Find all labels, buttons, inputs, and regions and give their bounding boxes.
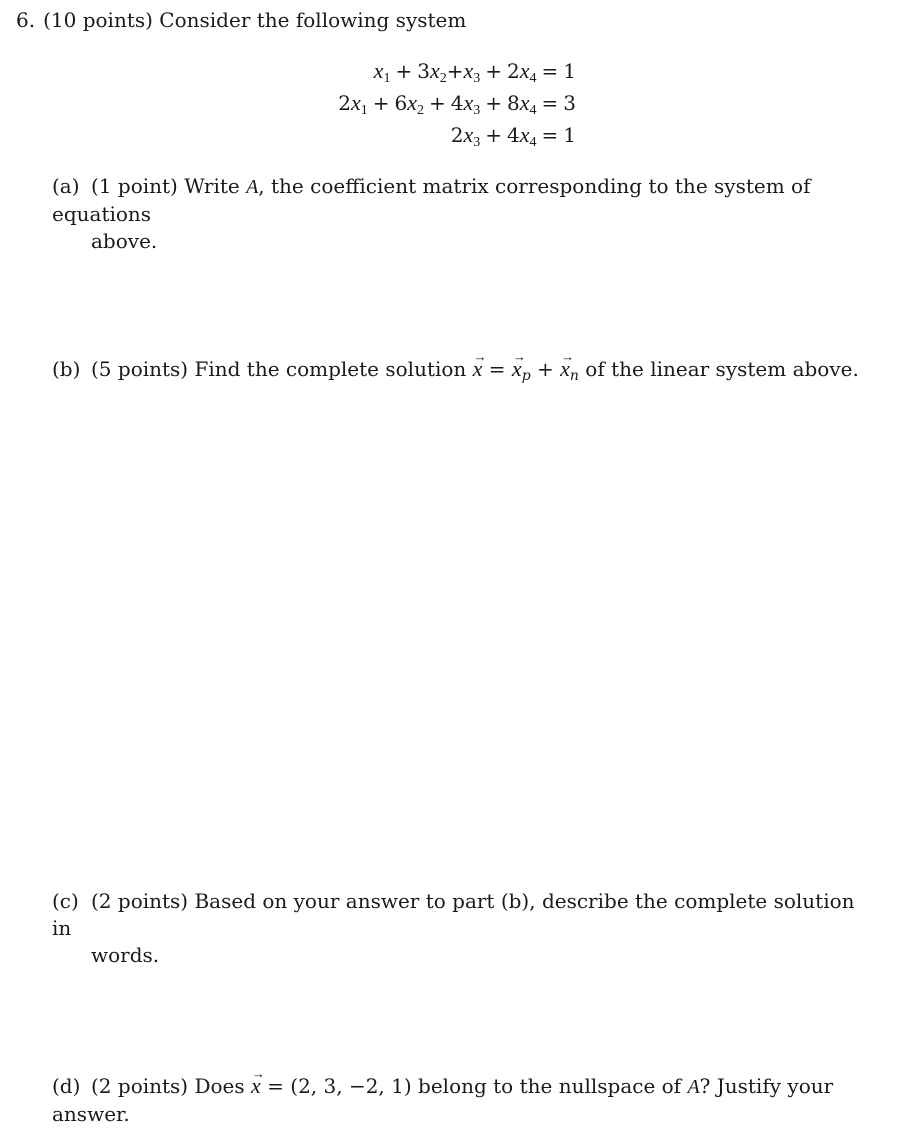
part-b-formula: → x = → $x_p$ + → $x_n$: [473, 357, 579, 381]
part-c-points: (2 points): [91, 889, 189, 913]
part-d-symbol: A: [687, 1076, 700, 1098]
part-a-symbol: A: [246, 176, 259, 198]
part-a-label: (a): [52, 174, 80, 198]
question-number: 6.: [16, 8, 36, 32]
part-d-text-middle: belong to the nullspace of: [418, 1074, 682, 1098]
part-b-text-before: Find the complete solution: [194, 357, 467, 381]
part-d-text-after: ? Justify your answer.: [52, 1074, 834, 1126]
part-a-text-line2: above.: [91, 229, 158, 253]
part-b-label: (b): [52, 357, 81, 381]
part-d-label: (d): [52, 1074, 81, 1098]
part-c-label: (c): [52, 889, 79, 913]
question-points: (10 points): [43, 8, 153, 32]
part-a-text-before: Write: [184, 174, 240, 198]
part-b-points: (5 points): [91, 357, 189, 381]
equation-3: $2x_3 + 4x_4 = 1$: [450, 122, 576, 150]
part-a: [52, 173, 872, 255]
part-a-points: (1 point): [91, 174, 178, 198]
question-prompt: Consider the following system: [159, 8, 467, 32]
equation-2: $2x_1 + 6x_2 + 4x_3 + 8x_4 = 3$: [338, 90, 576, 118]
question-header: [16, 8, 466, 32]
part-d-points: (2 points): [91, 1074, 189, 1098]
part-c: [52, 888, 872, 969]
part-d-vector-symbol: → x: [251, 1072, 261, 1099]
part-a-text-after: , the coefficient matrix corresponding to the system of equations: [52, 174, 811, 226]
part-d-vector-value: (2, 3, −2, 1): [290, 1074, 412, 1098]
part-b-text-after: of the linear system above.: [585, 357, 859, 381]
part-d: (d) (2 points) Does → x = (2, 3, −2, 1) belong to the nullspace of A? Justify your answer.: [52, 1072, 872, 1128]
part-c-text-line2: words.: [91, 943, 160, 967]
equation-1: $x_1 + 3x_2+x_3 + 2x_4 = 1$: [373, 58, 576, 86]
part-c-text-line1: Based on your answer to part (b), describe the complete solution in: [52, 889, 855, 940]
part-b: [52, 355, 872, 390]
part-d-text-before: Does: [194, 1074, 245, 1098]
